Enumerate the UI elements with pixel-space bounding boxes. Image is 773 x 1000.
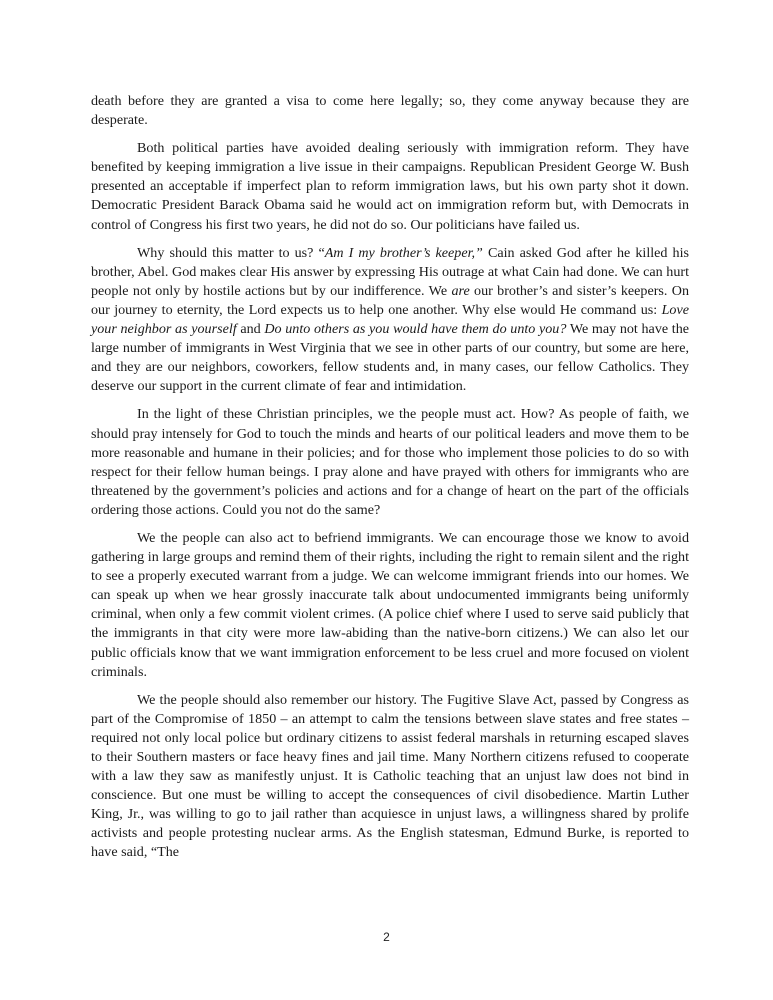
paragraph-2-text: Both political parties have avoided dealing seriously with immigration reform. They have benefited by keeping immigration a live issue in their campaigns. Republican President George W. Bush presented an acceptable if imperfect plan to reform immigration laws, but his own party shot it down. Democratic President Barack Obama said he would act on immigration reform but, with Democrats in control of Congress his first two years, he did not do so. Our politicians have failed us. bbox=[91, 140, 689, 233]
paragraph-6 bbox=[91, 691, 689, 863]
paragraph-5 bbox=[91, 529, 689, 682]
paragraph-3-text: our brother’s and sister’s keepers. On our journey to eternity, the Lord expects us to help one another. Why else would He command us: bbox=[91, 282, 689, 318]
paragraph-1-text: death before they are granted a visa to come here legally; so, they come anyway because they are desperate. bbox=[91, 93, 689, 129]
paragraph-4-text: In the light of these Christian principles, we the people must act. How? As people of faith, we should pray intensely for God to touch the minds and hearts of our political leaders and move them to be more reasonable and humane in their policies; and for those who implement those policies to do so with respect for their fellow human beings. I pray alone and have prayed with others for immigrants who are threatened by the government’s policies and actions and for a change of heart on the part of the officials ordering those actions. Could you not do the same? bbox=[91, 406, 689, 518]
paragraph-3 bbox=[91, 244, 689, 397]
page-number: 2 bbox=[383, 930, 390, 944]
golden-rule-italic: Do unto others as you would have them do unto you? bbox=[264, 321, 567, 338]
love-neighbor-italic: Love your neighbor as yourself bbox=[91, 301, 689, 338]
paragraph-2 bbox=[91, 139, 689, 234]
paragraph-3-text: Cain asked God after he killed his brother, Abel. God makes clear His answer by expressing His outrage at what Cain had done. We can hurt people not only by hostile actions but by our indifference. We bbox=[91, 244, 689, 299]
paragraph-3-text: Why should this matter to us? “ bbox=[137, 244, 325, 261]
paragraph-5-text: We the people can also act to befriend immigrants. We can encourage those we know to avoid gathering in large groups and remind them of their rights, including the right to remain silent and the right to see a properly executed warrant from a judge. We can welcome immigrant friends into our homes. We can speak up when we hear grossly inaccurate talk about undocumented immigrants being uniformly criminal, when only a few commit violent crimes. (A police chief where I used to serve said publicly that the immigrants in that city were more law-abiding than the native-born citizens.) We can also let our public officials know that we want immigration enforcement to be less cruel and more focused on violent criminals. bbox=[91, 529, 689, 680]
paragraph-6-text: We the people should also remember our history. The Fugitive Slave Act, passed by Congress as part of the Compromise of 1850 – an attempt to calm the tensions between slave states and free states – required not only local police but ordinary citizens to assist federal marshals in returning escaped slaves to their Southern masters or face heavy fines and jail time. Many Northern citizens refused to cooperate with a law they saw as manifestly unjust. It is Catholic teaching that an unjust law does not bind in conscience. But one must be willing to accept the consequences of civil disobedience. Martin Luther King, Jr., was willing to go to jail rather than acquiesce in unjust laws, a willingness shared by prolife activists and people protesting nuclear arms. As the English statesman, Edmund Burke, is reported to have said, “The bbox=[91, 691, 689, 861]
paragraph-3-text: We may not have the large number of immigrants in West Virginia that we see in other parts of our country, but some are here, and they are our neighbors, coworkers, fellow students and, in many cases, our fellow Catholics. They deserve our support in the current climate of fear and intimidation. bbox=[91, 321, 690, 395]
cain-quote-italic: Am I my brother’s keeper,” bbox=[324, 244, 483, 261]
document-body bbox=[91, 92, 689, 872]
are-emphasis-italic: are bbox=[451, 282, 470, 299]
paragraph-4 bbox=[91, 405, 689, 520]
paragraph-1 bbox=[91, 92, 689, 130]
paragraph-3-text: and bbox=[236, 321, 265, 338]
